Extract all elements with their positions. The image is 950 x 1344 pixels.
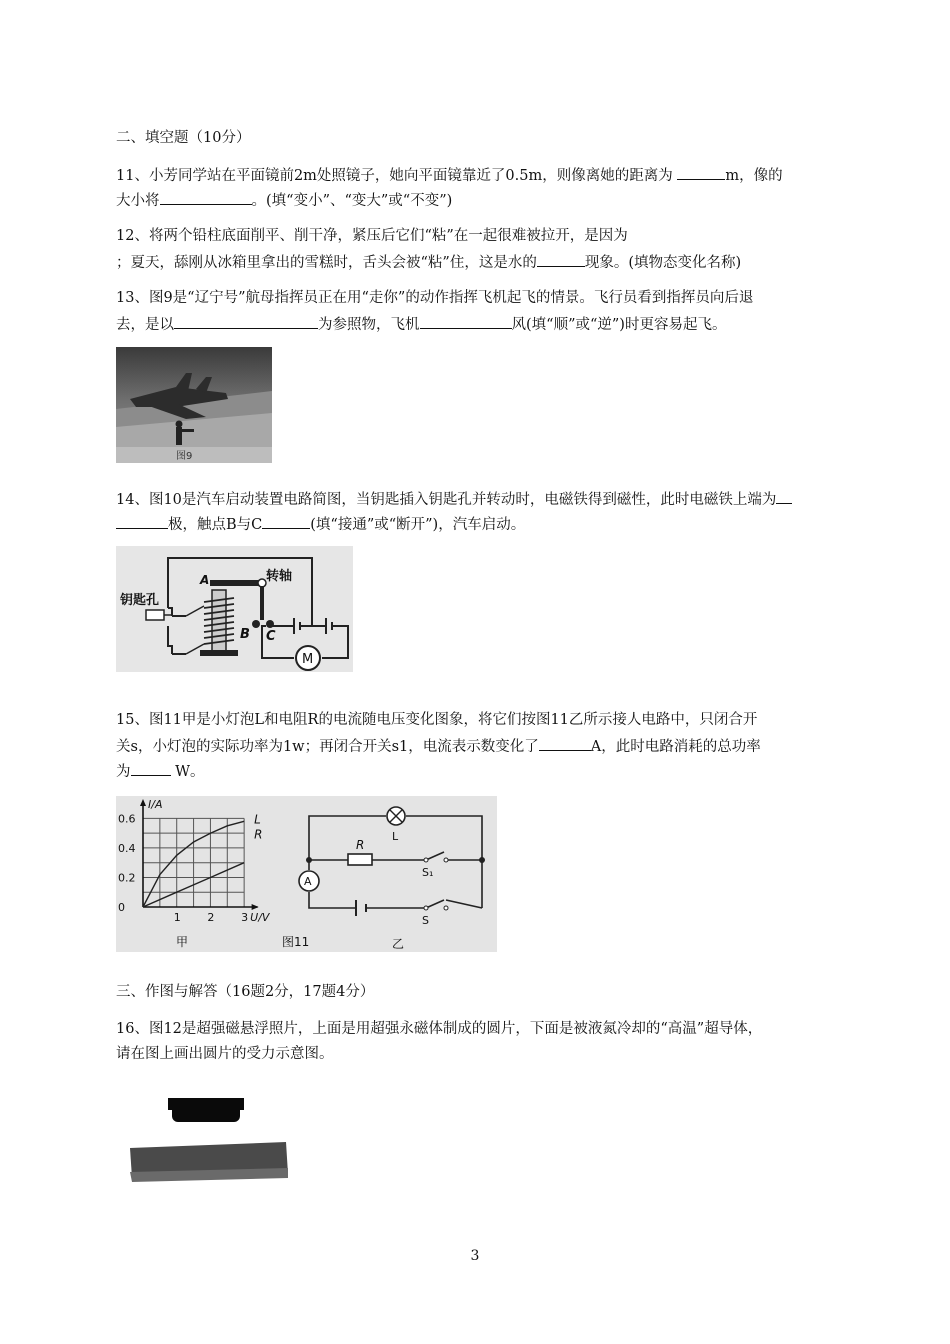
page-number: 3 xyxy=(470,1248,480,1264)
contact-c-label: C xyxy=(266,629,276,644)
x-tick-label: 3 xyxy=(241,911,249,924)
y-tick-label: 0 xyxy=(118,901,125,914)
y-tick-label: 0.4 xyxy=(118,841,136,855)
figure-11-jia-label: 甲 xyxy=(176,935,189,949)
figure-10-circuit xyxy=(116,546,353,672)
q14-text: 极，触点B与C xyxy=(168,517,263,533)
x-tick-label: 2 xyxy=(207,911,215,924)
answer-blank[interactable] xyxy=(537,251,585,267)
answer-blank[interactable] xyxy=(776,488,792,504)
figure-12-photo xyxy=(126,1084,290,1194)
key-hole-label: 钥匙孔 xyxy=(120,593,160,608)
figure-9-photo xyxy=(116,347,272,463)
q13-text: 为参照物，飞机 xyxy=(318,317,420,333)
contact-b-label: B xyxy=(240,627,250,642)
section-3-title: 三、作图与解答（16题2分，17题4分） xyxy=(116,984,375,1000)
contact-a-label: A xyxy=(200,573,210,587)
series-label-R: R xyxy=(254,827,263,842)
question-11-line-1 xyxy=(116,164,856,186)
question-13-line-2 xyxy=(116,313,856,335)
y-tick-label: 0.6 xyxy=(118,812,136,826)
question-16-line-1: 16、图12是超强磁悬浮照片，上面是用超强永磁体制成的圆片，下面是被液氮冷却的“高温”超导体， xyxy=(116,1021,763,1037)
question-15-line-3 xyxy=(116,760,856,782)
question-16-line-2: 请在图上画出圆片的受力示意图。 xyxy=(116,1046,334,1062)
question-12-line-2 xyxy=(116,251,856,273)
series-label-L: L xyxy=(254,812,261,827)
resistor-label: R xyxy=(356,838,365,852)
question-11-line-2 xyxy=(116,189,856,211)
shaft-label: 转轴 xyxy=(266,569,293,584)
answer-blank[interactable] xyxy=(116,513,168,529)
contact-b-icon xyxy=(252,620,260,628)
q13-text: 去，是以 xyxy=(116,317,174,333)
section-2-title: 二、填空题（10分） xyxy=(116,130,251,146)
lamp-label: L xyxy=(392,830,399,843)
q15-text: A，此时电路消耗的总功率 xyxy=(590,739,761,755)
question-12-line-1: 12、将两个铅柱底面削平、削干净，紧压后它们“粘”在一起很难被拉开，是因为 xyxy=(116,228,628,244)
q11-text: 。(填“变小”、“变大”或“不变”) xyxy=(251,193,453,209)
question-14-line-1 xyxy=(116,488,856,510)
q11-text: m，像的 xyxy=(725,168,783,184)
q12-text: ；夏天，舔刚从冰箱里拿出的雪糕时，舌头会被“粘”住，这是水的 xyxy=(116,255,537,271)
magnet-disc-icon xyxy=(168,1098,244,1122)
figure-11-yi-label: 乙 xyxy=(392,937,405,951)
switch-s1-label: S₁ xyxy=(422,866,434,879)
pivot-icon xyxy=(258,579,266,587)
y-axis-label: I/A xyxy=(148,798,163,811)
q12-text: 现象。(填物态变化名称) xyxy=(584,255,742,271)
q13-text: 风(填“顺”或“逆”)时更容易起飞。 xyxy=(511,317,727,333)
q14-text: 14、图10是汽车启动装置电路简图，当钥匙插入钥匙孔并转动时，电磁铁得到磁性，此时电磁铁上端为 xyxy=(116,492,777,508)
superconductor-block xyxy=(130,1142,288,1182)
q14-text: (填“接通”或“断开”)，汽车启动。 xyxy=(310,517,526,533)
answer-blank[interactable] xyxy=(539,735,591,751)
answer-blank[interactable] xyxy=(262,513,310,529)
figure-11-caption: 图11 xyxy=(282,935,310,949)
resistor-icon xyxy=(348,854,372,865)
key-hole-icon xyxy=(146,610,164,620)
y-tick-label: 0.2 xyxy=(118,871,136,885)
figure-11 xyxy=(116,796,497,952)
answer-blank[interactable] xyxy=(677,164,725,180)
q11-text: 大小将 xyxy=(116,193,160,209)
answer-blank[interactable] xyxy=(174,313,318,329)
q15-text: W。 xyxy=(170,764,205,780)
motor-label: M xyxy=(302,652,314,667)
answer-blank[interactable] xyxy=(131,760,171,776)
armature-bar xyxy=(210,580,260,586)
question-15-line-1: 15、图11甲是小灯泡L和电阻R的电流随电压变化图象，将它们按图11乙所示接人电路中，只闭合开 xyxy=(116,712,758,728)
q15-text: 关s，小灯泡的实际功率为1w；再闭合开关s1，电流表示数变化了 xyxy=(116,739,539,755)
question-14-line-2 xyxy=(116,513,856,535)
figure-9-caption: 图9 xyxy=(176,451,193,462)
q15-text: 为 xyxy=(116,764,131,780)
answer-blank[interactable] xyxy=(160,189,252,205)
switch-s-label: S xyxy=(422,914,429,927)
answer-blank[interactable] xyxy=(420,313,512,329)
x-axis-label: U/V xyxy=(250,911,270,924)
x-tick-label: 1 xyxy=(173,911,181,924)
question-13-line-1: 13、图9是“辽宁号”航母指挥员正在用“走你”的动作指挥飞机起飞的情景。飞行员看到指挥员向后退 xyxy=(116,290,754,306)
q11-text: 11、小芳同学站在平面镜前2m处照镜子，她向平面镜靠近了0.5m，则像离她的距离为 xyxy=(116,168,678,184)
ammeter-label: A xyxy=(304,875,312,888)
question-15-line-2 xyxy=(116,735,856,757)
